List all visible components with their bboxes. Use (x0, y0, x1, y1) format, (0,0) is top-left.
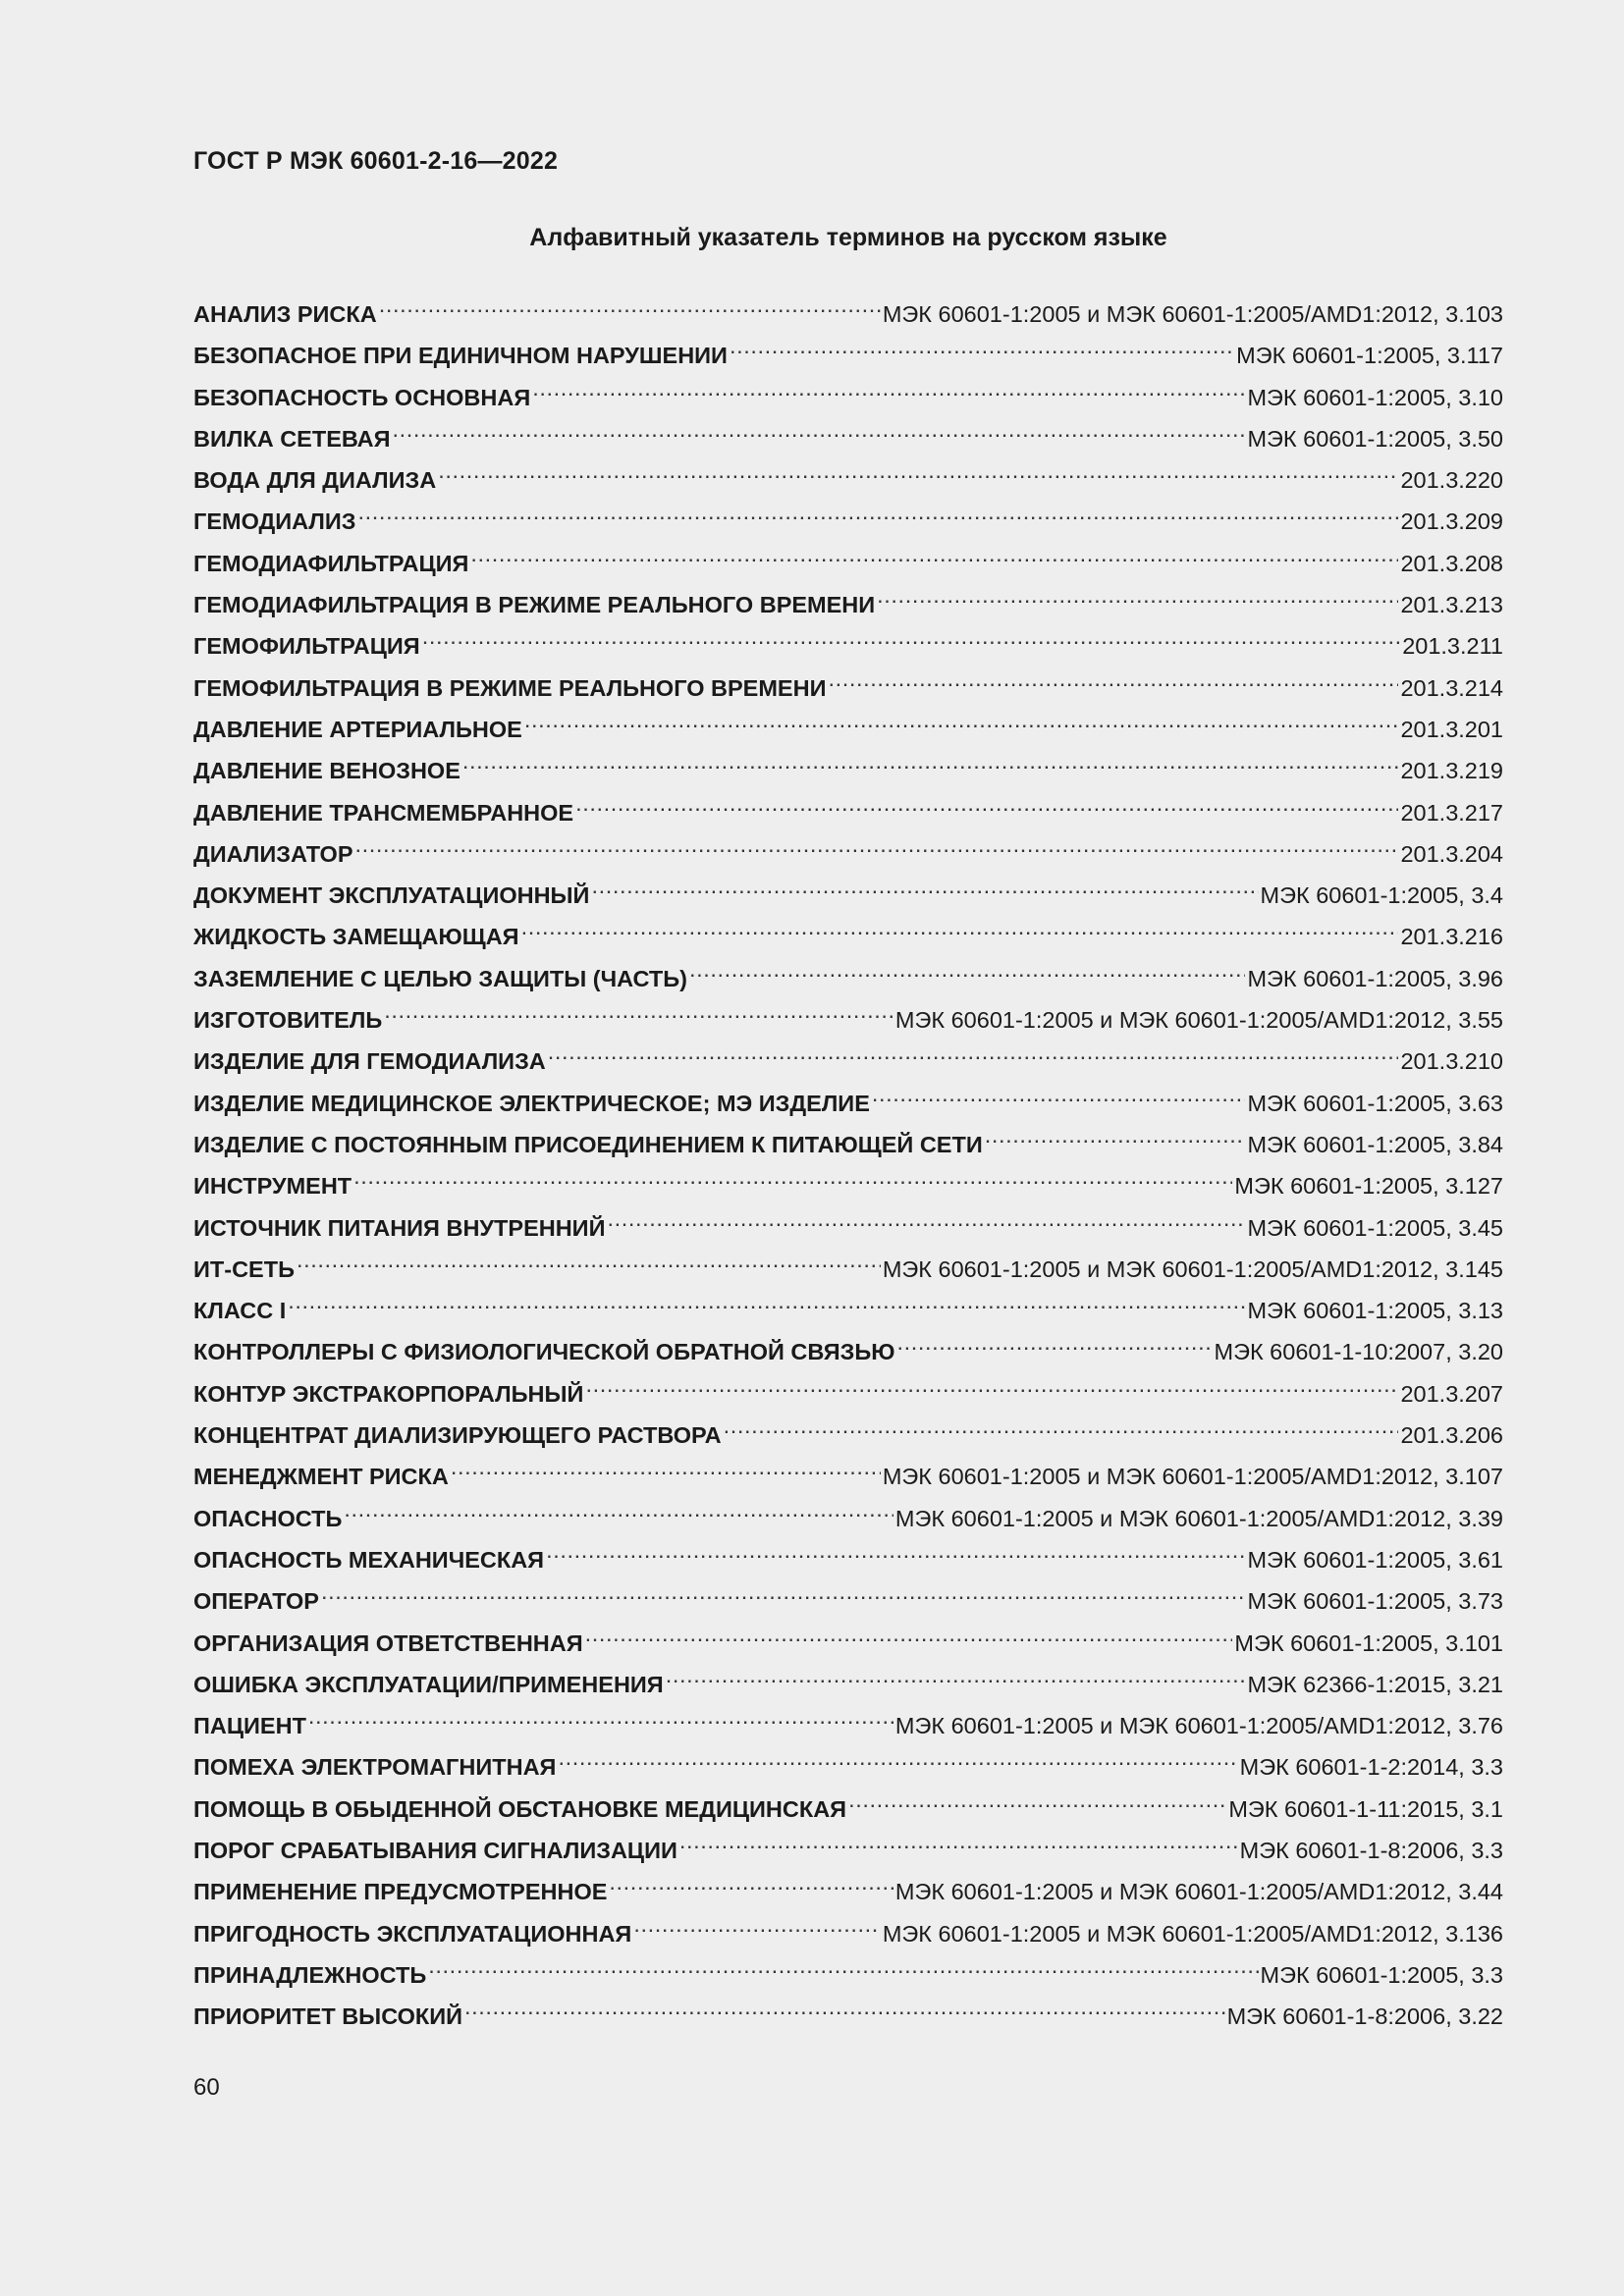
index-entry-list (193, 287, 1503, 2030)
index-term: ИЗДЕЛИЕ МЕДИЦИНСКОЕ ЭЛЕКТРИЧЕСКОЕ; МЭ ИЗДЕЛИЕ (193, 1090, 870, 1116)
dot-leader (379, 287, 881, 322)
dot-leader (470, 536, 1398, 571)
index-reference: МЭК 60601-1:2005 и МЭК 60601-1:2005/AMD1:2012, 3.44 (894, 1879, 1503, 1905)
dot-leader (464, 1989, 1225, 2024)
index-term: ГЕМОДИАЛИЗ (193, 508, 356, 535)
dot-leader (438, 453, 1398, 488)
dot-leader (451, 1449, 881, 1484)
dot-leader (828, 661, 1398, 696)
index-term: КОНТРОЛЛЕРЫ С ФИЗИОЛОГИЧЕСКОЙ ОБРАТНОЙ СВЯЗЬЮ (193, 1339, 895, 1365)
index-term: ВОДА ДЛЯ ДИАЛИЗА (193, 467, 437, 494)
index-reference: 201.3.206 (1400, 1422, 1503, 1449)
index-term: ПОМЕХА ЭЛЕКТРОМАГНИТНАЯ (193, 1754, 557, 1781)
index-reference: МЭК 60601-1:2005, 3.4 (1260, 882, 1503, 909)
dot-leader (585, 1616, 1233, 1651)
index-entry (193, 1532, 1503, 1574)
index-entry (193, 992, 1503, 1034)
index-reference: МЭК 60601-1-10:2007, 3.20 (1214, 1339, 1503, 1365)
index-entry (193, 1698, 1503, 1739)
index-entry (193, 618, 1503, 660)
index-term: АНАЛИЗ РИСКА (193, 301, 377, 327)
index-reference: 201.3.219 (1400, 758, 1503, 784)
index-reference: МЭК 60601-1:2005 и МЭК 60601-1:2005/AMD1:2012, 3.55 (894, 1007, 1503, 1034)
dot-leader (353, 1158, 1232, 1194)
dot-leader (308, 1698, 893, 1734)
dot-leader (521, 909, 1399, 944)
index-entry (193, 1864, 1503, 1905)
index-reference: МЭК 60601-1:2005, 3.63 (1247, 1090, 1503, 1116)
index-term: КЛАСС I (193, 1298, 287, 1324)
dot-leader (872, 1076, 1246, 1111)
index-term: КОНЦЕНТРАТ ДИАЛИЗИРУЮЩЕГО РАСТВОРА (193, 1422, 722, 1449)
index-term: ГЕМОДИАФИЛЬТРАЦИЯ В РЕЖИМЕ РЕАЛЬНОГО ВРЕМЕНИ (193, 592, 876, 618)
index-entry (193, 328, 1503, 369)
dot-leader (422, 618, 1401, 654)
index-reference: МЭК 60601-1:2005, 3.73 (1247, 1588, 1503, 1615)
dot-leader (355, 827, 1399, 862)
index-reference: 201.3.204 (1400, 840, 1503, 867)
dot-leader (288, 1283, 1245, 1318)
dot-leader (897, 1324, 1213, 1360)
dot-leader (633, 1906, 881, 1942)
index-term: БЕЗОПАСНОЕ ПРИ ЕДИНИЧНОМ НАРУШЕНИИ (193, 343, 728, 369)
index-term: ИЗГОТОВИТЕЛЬ (193, 1007, 383, 1034)
index-reference: МЭК 60601-1:2005, 3.117 (1236, 343, 1503, 369)
index-term: ИЗДЕЛИЕ С ПОСТОЯННЫМ ПРИСОЕДИНЕНИЕМ К ПИТАЮЩЕЙ СЕТИ (193, 1131, 983, 1157)
dot-leader (428, 1948, 1258, 1983)
index-reference: МЭК 60601-1:2005, 3.127 (1234, 1173, 1503, 1200)
index-entry (193, 370, 1503, 411)
index-entry (193, 951, 1503, 992)
index-reference: МЭК 60601-1:2005, 3.3 (1260, 1961, 1503, 1988)
index-term: ПРИОРИТЕТ ВЫСОКИЙ (193, 2003, 462, 2030)
index-term: ОРГАНИЗАЦИЯ ОТВЕТСТВЕННАЯ (193, 1629, 583, 1656)
index-entry (193, 1823, 1503, 1864)
index-reference: МЭК 60601-1:2005, 3.13 (1247, 1298, 1503, 1324)
index-entry (193, 743, 1503, 784)
dot-leader (689, 951, 1245, 987)
index-entry (193, 536, 1503, 577)
index-entry (193, 453, 1503, 494)
index-term: ВИЛКА СЕТЕВАЯ (193, 425, 391, 452)
index-reference: 201.3.211 (1402, 633, 1503, 660)
dot-leader (877, 577, 1398, 613)
index-reference: МЭК 60601-1:2005, 3.96 (1247, 965, 1503, 991)
dot-leader (607, 1201, 1245, 1236)
index-term: ИТ-СЕТЬ (193, 1255, 295, 1282)
index-term: ДАВЛЕНИЕ ТРАНСМЕМБРАННОЕ (193, 799, 574, 826)
index-entry (193, 411, 1503, 453)
index-term: ОПАСНОСТЬ (193, 1505, 343, 1531)
page-number: 60 (193, 2074, 220, 2101)
index-reference: МЭК 60601-1:2005, 3.84 (1247, 1131, 1503, 1157)
index-term: ИЗДЕЛИЕ ДЛЯ ГЕМОДИАЛИЗА (193, 1048, 546, 1075)
index-term: ДИАЛИЗАТОР (193, 840, 353, 867)
dot-leader (532, 370, 1245, 405)
index-term: ОПЕРАТОР (193, 1588, 319, 1615)
index-term: ГЕМОДИАФИЛЬТРАЦИЯ (193, 550, 469, 576)
index-entry (193, 785, 1503, 827)
index-reference: МЭК 60601-1:2005 и МЭК 60601-1:2005/AMD1:2012, 3.136 (882, 1920, 1503, 1947)
index-entry (193, 868, 1503, 909)
index-entry (193, 1491, 1503, 1532)
index-reference: МЭК 60601-1-11:2015, 3.1 (1228, 1795, 1503, 1822)
dot-leader (591, 868, 1258, 903)
index-entry (193, 1324, 1503, 1365)
index-entry (193, 661, 1503, 702)
index-reference: МЭК 60601-1:2005, 3.61 (1247, 1546, 1503, 1573)
document-code-header: ГОСТ Р МЭК 60601-2-16—2022 (193, 147, 559, 175)
index-reference: МЭК 60601-1:2005 и МЭК 60601-1:2005/AMD1:2012, 3.39 (894, 1505, 1503, 1531)
index-term: МЕНЕДЖМЕНТ РИСКА (193, 1464, 449, 1490)
index-reference: 201.3.217 (1400, 799, 1503, 826)
index-term: ЗАЗЕМЛЕНИЕ С ЦЕЛЬЮ ЗАЩИТЫ (ЧАСТЬ) (193, 965, 687, 991)
index-entry (193, 1616, 1503, 1657)
dot-leader (585, 1366, 1398, 1402)
index-term: ГЕМОФИЛЬТРАЦИЯ В РЕЖИМЕ РЕАЛЬНОГО ВРЕМЕНИ (193, 674, 827, 701)
dot-leader (609, 1864, 893, 1899)
index-reference: 201.3.201 (1400, 716, 1503, 742)
index-term: ПОМОЩЬ В ОБЫДЕННОЙ ОБСТАНОВКЕ МЕДИЦИНСКАЯ (193, 1795, 847, 1822)
index-entry (193, 1201, 1503, 1242)
dot-leader (558, 1739, 1237, 1775)
index-reference: 201.3.210 (1400, 1048, 1503, 1075)
index-term: ДАВЛЕНИЕ ВЕНОЗНОЕ (193, 758, 460, 784)
index-entry (193, 494, 1503, 535)
index-term: ДАВЛЕНИЕ АРТЕРИАЛЬНОЕ (193, 716, 522, 742)
index-reference: МЭК 60601-1:2005, 3.50 (1247, 425, 1503, 452)
dot-leader (548, 1034, 1399, 1069)
index-entry (193, 1366, 1503, 1408)
dot-leader (666, 1657, 1246, 1692)
index-entry (193, 287, 1503, 328)
index-reference: 201.3.216 (1400, 924, 1503, 950)
index-entry (193, 1948, 1503, 1989)
index-reference: 201.3.220 (1400, 467, 1503, 494)
index-term: ПРИГОДНОСТЬ ЭКСПЛУАТАЦИОННАЯ (193, 1920, 632, 1947)
index-entry (193, 1782, 1503, 1823)
dot-leader (344, 1491, 893, 1526)
index-term: ПОРОГ СРАБАТЫВАНИЯ СИГНАЛИЗАЦИИ (193, 1837, 677, 1863)
index-entry (193, 909, 1503, 950)
index-reference: МЭК 60601-1:2005 и МЭК 60601-1:2005/AMD1:2012, 3.76 (894, 1713, 1503, 1739)
dot-leader (393, 411, 1246, 447)
index-reference: 201.3.214 (1400, 674, 1503, 701)
index-reference: МЭК 60601-1-8:2006, 3.22 (1226, 2003, 1503, 2030)
index-reference: МЭК 60601-1-8:2006, 3.3 (1239, 1837, 1503, 1863)
index-term: ИНСТРУМЕНТ (193, 1173, 352, 1200)
index-reference: МЭК 60601-1:2005 и МЭК 60601-1:2005/AMD1:2012, 3.103 (882, 301, 1503, 327)
dot-leader (384, 992, 893, 1028)
dot-leader (321, 1574, 1245, 1609)
index-reference: МЭК 60601-1-2:2014, 3.3 (1239, 1754, 1503, 1781)
index-entry (193, 1117, 1503, 1158)
index-entry (193, 1283, 1503, 1324)
dot-leader (297, 1242, 881, 1277)
dot-leader (462, 743, 1399, 778)
dot-leader (546, 1532, 1245, 1568)
index-term: ПАЦИЕНТ (193, 1713, 306, 1739)
index-entry (193, 1076, 1503, 1117)
index-reference: 201.3.208 (1400, 550, 1503, 576)
index-entry (193, 1657, 1503, 1698)
index-reference: 201.3.207 (1400, 1380, 1503, 1407)
index-term: ЖИДКОСТЬ ЗАМЕЩАЮЩАЯ (193, 924, 519, 950)
index-reference: МЭК 60601-1:2005, 3.101 (1234, 1629, 1503, 1656)
index-term: КОНТУР ЭКСТРАКОРПОРАЛЬНЫЙ (193, 1380, 584, 1407)
index-term: ДОКУМЕНТ ЭКСПЛУАТАЦИОННЫЙ (193, 882, 590, 909)
dot-leader (679, 1823, 1238, 1858)
dot-leader (985, 1117, 1246, 1152)
index-reference: МЭК 60601-1:2005 и МЭК 60601-1:2005/AMD1:2012, 3.145 (882, 1255, 1503, 1282)
index-reference: МЭК 60601-1:2005, 3.45 (1247, 1214, 1503, 1241)
dot-leader (724, 1408, 1399, 1443)
index-entry (193, 1989, 1503, 2030)
index-entry (193, 1408, 1503, 1449)
index-entry (193, 702, 1503, 743)
index-term: ИСТОЧНИК ПИТАНИЯ ВНУТРЕННИЙ (193, 1214, 606, 1241)
index-term: ПРИМЕНЕНИЕ ПРЕДУСМОТРЕННОЕ (193, 1879, 608, 1905)
dot-leader (575, 785, 1398, 821)
index-title: Алфавитный указатель терминов на русском языке (529, 224, 1167, 251)
index-entry (193, 1449, 1503, 1490)
index-entry (193, 827, 1503, 868)
index-reference: 201.3.213 (1400, 592, 1503, 618)
index-entry (193, 1034, 1503, 1075)
index-entry (193, 1739, 1503, 1781)
index-entry (193, 1242, 1503, 1283)
index-entry (193, 1906, 1503, 1948)
index-reference: МЭК 60601-1:2005, 3.10 (1247, 384, 1503, 410)
index-entry (193, 1158, 1503, 1200)
index-reference: МЭК 60601-1:2005 и МЭК 60601-1:2005/AMD1:2012, 3.107 (882, 1464, 1503, 1490)
index-entry (193, 577, 1503, 618)
dot-leader (730, 328, 1234, 363)
dot-leader (524, 702, 1399, 737)
index-term: БЕЗОПАСНОСТЬ ОСНОВНАЯ (193, 384, 531, 410)
index-term: ПРИНАДЛЕЖНОСТЬ (193, 1961, 427, 1988)
dot-leader (358, 494, 1399, 529)
index-term: ГЕМОФИЛЬТРАЦИЯ (193, 633, 420, 660)
index-term: ОПАСНОСТЬ МЕХАНИЧЕСКАЯ (193, 1546, 545, 1573)
dot-leader (848, 1782, 1226, 1817)
index-reference: МЭК 62366-1:2015, 3.21 (1247, 1671, 1503, 1697)
index-term: ОШИБКА ЭКСПЛУАТАЦИИ/ПРИМЕНЕНИЯ (193, 1671, 664, 1697)
index-reference: 201.3.209 (1400, 508, 1503, 535)
index-entry (193, 1574, 1503, 1615)
